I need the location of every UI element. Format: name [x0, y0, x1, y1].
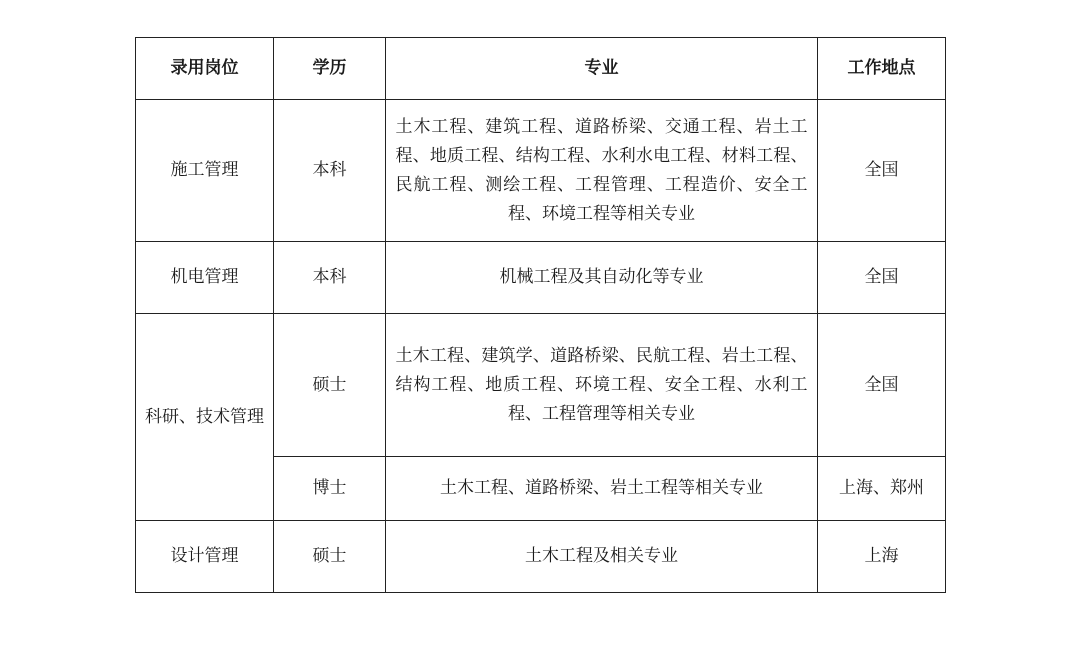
- table-row: [136, 314, 946, 457]
- recruitment-table: [135, 37, 946, 593]
- cell-major-text: 机械工程及其自动化等专业: [499, 267, 704, 287]
- cell-education: 本科: [274, 100, 386, 242]
- cell-major: [386, 457, 818, 521]
- cell-education: 硕士: [274, 314, 386, 457]
- table-header-row: [136, 38, 946, 100]
- cell-major: [386, 314, 818, 457]
- table-row: [136, 100, 946, 242]
- table-row: [136, 242, 946, 314]
- header-post: 录用岗位: [136, 38, 274, 100]
- cell-post: 机电管理: [136, 242, 274, 314]
- cell-post: 施工管理: [136, 100, 274, 242]
- cell-location: 上海、郑州: [818, 457, 946, 521]
- header-education: 学历: [274, 38, 386, 100]
- cell-location: 全国: [818, 242, 946, 314]
- cell-education: 博士: [274, 457, 386, 521]
- cell-major-text: 土木工程、道路桥梁、岩土工程等相关专业: [440, 478, 763, 498]
- cell-post: 设计管理: [136, 521, 274, 593]
- cell-education: 本科: [274, 242, 386, 314]
- cell-location: 全国: [818, 100, 946, 242]
- cell-location: 全国: [818, 314, 946, 457]
- header-major: 专业: [386, 38, 818, 100]
- cell-major: [386, 100, 818, 242]
- cell-major-text: 土木工程、建筑学、道路桥梁、民航工程、岩土工程、结构工程、地质工程、环境工程、安全工程、水利工程、工程管理等相关专业: [395, 345, 808, 424]
- cell-major: [386, 242, 818, 314]
- cell-post: 科研、技术管理: [136, 314, 274, 521]
- header-location: 工作地点: [818, 38, 946, 100]
- cell-major-text: 土木工程及相关专业: [525, 546, 678, 566]
- table-row: [136, 521, 946, 593]
- cell-location: 上海: [818, 521, 946, 593]
- cell-major-text: 土木工程、建筑工程、道路桥梁、交通工程、岩土工程、地质工程、结构工程、水利水电工程、材料工程、民航工程、测绘工程、工程管理、工程造价、安全工程、环境工程等相关专业: [395, 116, 808, 224]
- cell-education: 硕士: [274, 521, 386, 593]
- cell-major: [386, 521, 818, 593]
